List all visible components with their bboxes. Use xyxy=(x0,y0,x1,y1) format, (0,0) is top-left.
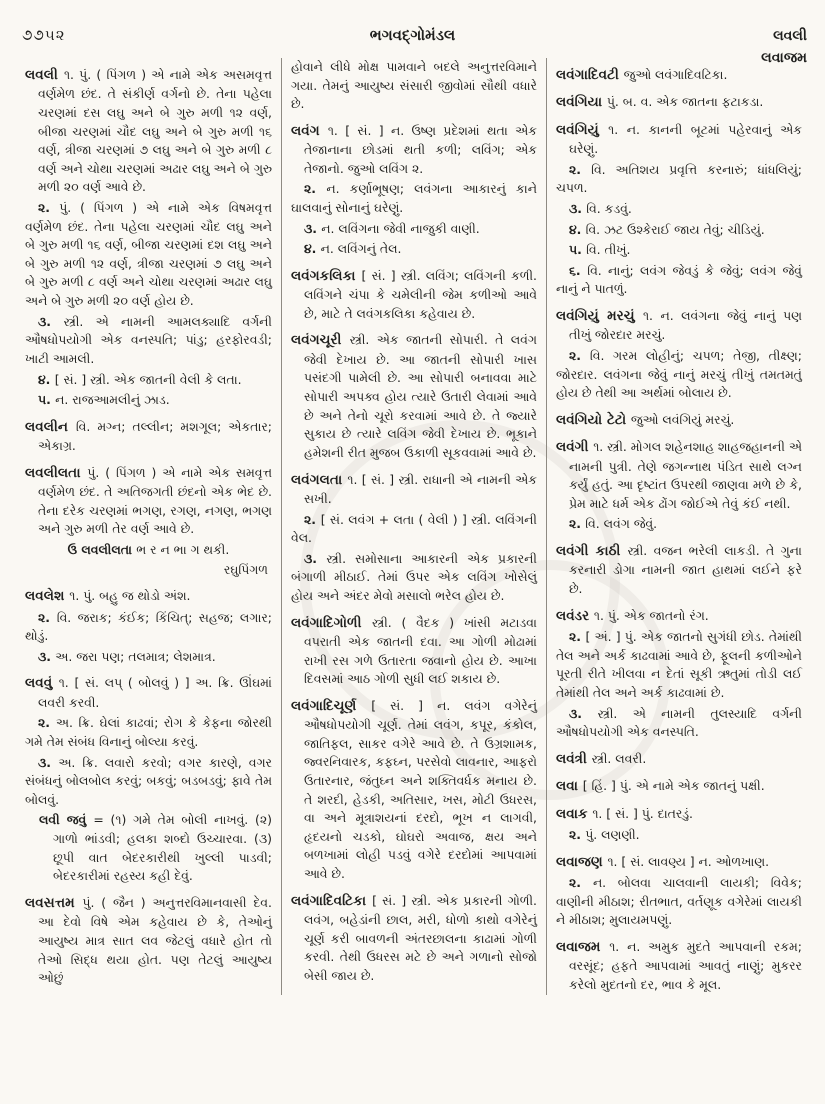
dictionary-entry: લવંગાદિગોળી સ્ત્રી. ( વૈદક ) ખાંસી મટાડવા વપરાતી એક જાતની દવા. આ ગોળી મોઢામાં રાખી રસ ગળે ઉતારતા જવાનો હોય છે. આખા દિવસમાં આઠ ગોળી સુધી લઈ શકાય છે. xyxy=(290,614,537,687)
dictionary-paragraph: ૨. વિ. ગરમ લોહીનું; ચપળ; તેજી, તીક્ષ્ણ; જોરદાર. લવંગના જેવું નાનું મરચું તીખું તમતમતું હોય છે તેથી આ અર્થમાં બોલાય છે. xyxy=(555,348,802,401)
dictionary-paragraph: ૨. ન. કર્ણાભૂષણ; લવંગના આકારનું કાને ઘાલવાનું સોનાનું ઘરેણું. xyxy=(290,181,537,216)
headword: લવંગી કાઠી xyxy=(555,543,628,560)
dictionary-entry: લવલી ૧. પું. ( પિંગળ ) એ નામે એક અસમવૃત્ત વર્ણમેળ છંદ. તે સંકીર્ણ વર્ગનો છે. તેના પહેલા ચરણમાં દસ લઘુ અને બે ગુરુ મળી ૧૨ વર્ણ, બીજા ચરણમાં ચૌદ લઘુ અને બે ગુરુ મળી ૧૬ વર્ણ, ત્રીજા ચરણમાં ૭ લઘુ અને બે ગુરુ મળી ૮ વર્ણ અને ચોથા ચરણમાં અઢાર લઘુ અને બે ગુરુ મળી ૨૦ વર્ણ આવે છે. xyxy=(25,67,272,195)
headword: લવલીન xyxy=(25,418,76,435)
dictionary-paragraph: લવી જવું = (૧) ગમે તેમ બોલી નાખવું. (૨) ગાળો ભાંડવી; હલકા શબ્દો ઉચ્ચારવા. (૩) છૂપી વાત બેદરકારીથી ખુલ્લી પાડવી; બેદરકારીમાં રહસ્ય કહી દેવું. xyxy=(39,812,272,884)
headword: ૨. xyxy=(568,874,593,890)
dictionary-entry: લવંગ ૧. [ સં. ] ન. ઉષ્ણ પ્રદેશમાં થતા એક તેજાનાના છોડમાં થતી કળી; લવિંગ; એક તેજાનો. જુઓ લવિંગ ૨. xyxy=(290,122,537,176)
headword: લવાક xyxy=(555,805,593,822)
text-columns xyxy=(0,52,825,995)
headword: લવંત્રી xyxy=(555,750,592,767)
headword: ૫. xyxy=(38,392,56,408)
dictionary-entry: લવલીન વિ. મગ્ન; તલ્લીન; મશગૂલ; એકતાર; એકાગ્ર. xyxy=(25,418,272,454)
headword: લવંગલતા xyxy=(290,471,348,488)
dictionary-paragraph: ૩. ન. લવિંગના જેવી નાજુકી વાણી. xyxy=(303,220,480,236)
dictionary-entry: લવાજમ ૧. ન. અમુક મુદતે આપવાની રકમ; વરસૂંદ; હફતે આપવામાં આવતું નાણું; મુકરર કરેલો મુદતનો દર, ભાવ કે મૂલ. xyxy=(555,938,802,992)
dictionary-entry: લવંગિયો ટેટો જુઓ લવંગિયું મરચું. xyxy=(555,411,735,428)
headword: લવંગિયા xyxy=(555,94,607,111)
headword: લવંગિયું મરચું xyxy=(555,308,643,325)
page-number: ૭૭૫૨ xyxy=(22,26,66,44)
column-3 xyxy=(546,58,811,995)
dictionary-entry: લવંગાદિવટિકા [ સં. ] સ્ત્રી. એક પ્રકારની ગોળી. લવંગ, બહેડાંની છાલ, મરી, ધોળો કાથો વગેરેનું ચૂર્ણ કરી બાવળની અંતરછાલના કાઢામાં ગોળી કરવી. તેથી ઉધરસ મટે છે અને ગળાનો સોજો બેસી જાય છે. xyxy=(290,892,537,983)
dictionary-entry: લવંગિયા પું. બ. વ. એક જાતના ફટાકડા. xyxy=(555,94,764,111)
headword: ૨. xyxy=(568,161,592,177)
dictionary-paragraph: ૩. વિ. કડવું. xyxy=(568,201,632,216)
headword: લવંગકલિકા xyxy=(290,267,362,284)
headword: લવાજમ xyxy=(555,938,610,955)
dictionary-entry: લવંગી કાઠી સ્ત્રી. વજન ભરેલી લાકડી. તે ગુના કરનારી ડોગા નામની જાત હાથમાં લઈને ફરે છે. xyxy=(555,543,802,597)
dictionary-entry: લવાજણ ૧. [ સં. લાવણ્ય ] ન. ઓળખાણ. xyxy=(555,853,770,870)
dictionary-paragraph: ૨. [ સં. લવંગ + લતા ( વેલી ) ] સ્ત્રી. લવિંગની વેલ. xyxy=(290,511,537,546)
headword: લવંગિયું xyxy=(555,121,609,138)
headword: લવંગાદિવટી xyxy=(555,67,624,83)
dictionary-paragraph: ૫. ન. રાજઆમલીનું ઝાડ. xyxy=(38,392,170,408)
dictionary-paragraph: ૫. વિ. તીખું. xyxy=(568,242,631,258)
dictionary-entry: લવલીલતા પું. ( પિંગળ ) એ નામે એક સમવૃત્ત વર્ણમેળ છંદ. તે અતિજગતી છંદનો એક ભેદ છે. તેના દરેક ચરણમાં ભગણ, રગણ, નગણ, ભગણ અને ગુરુ મળી તેર વર્ણ આવે છે. xyxy=(25,464,272,537)
headword: ૩. xyxy=(568,201,587,216)
dictionary-paragraph: ૨. વિ. જરાક; કંઈક; કિંચિત્; સહજ; લગાર; થોડું. xyxy=(25,609,272,644)
dictionary-paragraph: ૨. વિ. અતિશય પ્રવૃત્તિ કરનારું; ધાંધલિયું; ચપળ. xyxy=(555,161,802,196)
headword: લવંગચૂરી xyxy=(290,332,350,349)
headword: લવંગિયો ટેટો xyxy=(555,411,631,428)
dictionary-paragraph: ૩. સ્ત્રી. એ નામની આમલક્યાદિ વર્ગની ઔષધોપયોગી એક વનસ્પતિ; પાંડુ; હરફોરવડી; ખાટી આમલી. xyxy=(25,313,272,366)
dictionary-entry: લવંગાદિવટી જુઓ લવંગાદિવટિકા. xyxy=(555,67,728,83)
dictionary-paragraph: ૪. વિ. ઝટ ઉશ્કેરાઈ જાય તેવું; ચીડિયું. xyxy=(568,221,765,237)
headword: ૫. xyxy=(568,242,587,258)
headword: લવંગી xyxy=(555,439,594,456)
dictionary-paragraph: ૩. સ્ત્રી. સમોસાના આકારની એક પ્રકારની બંગાળી મીઠાઈ. તેમાં ઉપર એક લવિંગ ખોસેલું હોય અને અંદર મેવો મસાલો ભરેલ હોય છે. xyxy=(290,550,537,603)
dictionary-paragraph: રઘુપિંગળ xyxy=(223,561,268,577)
dictionary-paragraph: ૨. ન. બોલવા ચાલવાની લાયકી; વિવેક; વાણીની મીઠાશ; રીતભાત, વર્તણૂક વગેરેમાં લાયકી ને મીઠાશ; મુલાયમપણું. xyxy=(555,874,802,928)
dictionary-paragraph: ૪. [ સં. ] સ્ત્રી. એક જાતની વેલી કે લતા. xyxy=(38,371,242,387)
dictionary-paragraph: ૨. પું. ( પિંગળ ) એ નામે એક વિષમવૃત્ત વર્ણમેળ છંદ. તેના પહેલા ચરણમાં ચૌદ લઘુ અને બે ગુરુ મળી ૧૬ વર્ણ, બીજા ચરણમાં દશ લઘુ અને બે ગુરુ મળી ૧૨ વર્ણ, ત્રીજા ચરણમાં ૭ લઘુ અને બે ગુરુ મળી ૮ વર્ણ અને ચોથા ચરણમાં અઢાર લઘુ અને બે ગુરુ મળી ૨૦ વર્ણ હોય છે. xyxy=(25,200,272,309)
headword: લવંડર xyxy=(555,607,594,624)
headword: લવસત્તમ xyxy=(25,894,83,911)
dictionary-entry: લવંગિયું ૧. ન. કાનની બૂટમાં પહેરવાનું એક ઘરેણું. xyxy=(555,121,802,157)
dictionary-paragraph: ૩. અ. ક્રિ. લવારો કરવો; વગર કારણે, વગર સંબંધનું બોલબોલ કરવું; બકવું; બડબડવું; ફાવે તેમ બોલવું. xyxy=(25,754,272,807)
headword: ૩. xyxy=(38,313,64,329)
headword: ૨. xyxy=(568,516,586,532)
headword: ૨. xyxy=(303,511,321,527)
headword: ૩. xyxy=(38,648,56,664)
headword: લવલીલતા xyxy=(25,464,88,481)
headword: ૨. xyxy=(38,609,57,625)
headword: લવવું xyxy=(25,675,59,692)
headword: ૨. xyxy=(568,826,586,842)
dictionary-entry: લવંગાદિચૂર્ણ [ સં. ] ન. લવંગ વગેરેનું ઔષધોપયોગી ચૂર્ણ. તેમાં લવંગ, કપૂર, કંકોલ, જાતિફલ, સાકર વગેરે આવે છે. તે ઉગ્રશામક, જ્વરનિવારક, કફઘ્ન, પરસેવો લાવનાર, આફરો ઉતારનાર, જંતુઘ્ન અને શક્તિવર્ધક મનાય છે. તે શરદી, હેડકી, અતિસાર, ખસ, મોટી ઉધરસ, વા અને મૂત્રાશયનાં દરદો, ભૂખ ન લાગવી, હૃદયનો ચડકો, ઘોઘરો અવાજ, ક્ષય અને બળખામાં લોહી પડવું વગેરે દરદોમાં આપવામાં આવે છે. xyxy=(290,697,537,882)
dictionary-entry: લવંત્રી સ્ત્રી. લવરી. xyxy=(555,750,647,767)
headword: લવંગાદિગોળી xyxy=(290,614,373,631)
dictionary-paragraph: ઉ લવલીલતા ભ ર ન ભા ગ થકી. xyxy=(67,541,230,557)
dictionary-paragraph: ૬. વિ. નાનું; લવંગ જેવડું કે જેવું; લવંગ જેવું નાનું ને પાતળું. xyxy=(555,262,802,297)
headword: લવલેશ xyxy=(25,588,70,605)
dictionary-paragraph: ૩. અ. જરા પણ; તલમાત્ર; લેશમાત્ર. xyxy=(38,648,216,664)
dictionary-paragraph: ૨. પું. લણણી. xyxy=(568,826,640,842)
headword: ૨. xyxy=(38,200,60,216)
headword: ઉ લવલીલતા xyxy=(67,541,137,557)
headword: લવા xyxy=(555,778,583,795)
dictionary-entry: લવંગી ૧. સ્ત્રી. મોગલ શહેનશાહ શાહજહાનની એ નામની પુત્રી. તેણે જગન્નાથ પંડિત સાથે લગ્ન કર્યું હતું. આ દૃષ્ટાંત ઉપરથી જાણવા મળે છે કે, પ્રેમ માટે ધર્મ એક ઢોંગ જોઈએ તેવું કંઈ નથી. xyxy=(555,439,802,511)
headword: ૩. xyxy=(568,705,598,721)
headword: ૩. xyxy=(303,220,322,236)
headword: ૩. xyxy=(38,754,59,770)
dictionary-paragraph: ૨. વિ. લવંગ જેવું. xyxy=(568,516,658,532)
dictionary-entry: લવંગકલિકા [ સં. ] સ્ત્રી. લવિંગ; લવિંગની કળી. લવિંગને ચંપા કે ચમેલીની જેમ કળીઓ આવે છે, માટે તે લવંગકલિકા કહેવાય છે. xyxy=(290,267,537,321)
headword: લવંગાદિવટિકા xyxy=(290,892,373,909)
dictionary-paragraph: ૨. [ અં. ] પું. એક જાતનો સુગંધી છોડ. તેમાંથી તેલ અને અર્ક કાઢવામાં આવે છે, ફૂલની કળીઓને પૂરતી રીતે ખીલવા ન દેતાં સૂકી ઋતુમાં તોડી લઈ તેમાંથી તેલ અને અર્ક કાઢવામાં છે. xyxy=(555,629,802,700)
dictionary-paragraph: ૨. અ. ક્રિ. ઘેલાં કાઢવાં; રોગ કે કેફના જોરથી ગમે તેમ સંબંધ વિનાનું બોલ્યા કરવું. xyxy=(25,715,272,750)
column-1 xyxy=(16,58,281,995)
headword: ૨. xyxy=(303,181,327,197)
headword: ૨. xyxy=(568,629,586,645)
guide-word-last: લવાજમ xyxy=(761,49,807,66)
dictionary-entry: લવલેશ ૧. પું. બહુ જ થોડો અંશ. xyxy=(25,588,191,605)
headword: ૨. xyxy=(568,348,590,364)
dictionary-entry: લવા [ હિં. ] પું. એ નામે એક જાતનું પક્ષી. xyxy=(555,778,765,795)
headword: લવંગાદિચૂર્ણ xyxy=(290,697,372,714)
dictionary-entry: લવાક ૧. [ સં. ] પું. દાતરડું. xyxy=(555,805,693,822)
headword: લવાજણ xyxy=(555,853,608,870)
guide-word-first: લવલી xyxy=(773,28,807,44)
headword: ૪. xyxy=(568,221,586,237)
headword: લવલી xyxy=(25,67,64,83)
headword: ૬. xyxy=(568,262,588,278)
dictionary-entry: લવંડર ૧. પું. એક જાતનો રંગ. xyxy=(555,607,709,624)
dictionary-paragraph: ૩. સ્ત્રી. એ નામની તુલસ્યાદિ વર્ગની ઔષધોપયોગી એક વનસ્પતિ. xyxy=(555,705,802,740)
dictionary-paragraph: ૪. ન. લવિંગનું તેલ. xyxy=(303,241,402,257)
headword: લવંગ xyxy=(290,122,328,139)
page-header xyxy=(0,0,825,66)
headword: ૪. xyxy=(303,241,321,257)
dictionary-entry: લવંગચૂરી સ્ત્રી. એક જાતની સોપારી. તે લવંગ જેવી દેખાય છે. આ જાતની સોપારી ખાસ પસંદગી પામેલી છે. આ સોપારી બનાવવા માટે સોપારી અપક્વ હોય ત્યારે ઉતારી લેવામાં આવે છે અને તેનો ચૂરો કરવામાં આવે છે. તે જ્યારે સુકાય છે ત્યારે લવિંગ જેવી દેખાય છે. ભૂકાને હમેશની રીત મુજબ ઉકાળી સૂકવવામાં આવે છે. xyxy=(290,332,537,460)
headword: લવી જવું xyxy=(39,812,94,828)
headword: ૨. xyxy=(38,715,56,731)
dictionary-entry: લવંગલતા ૧. [ સં. ] સ્ત્રી. રાધાની એ નામની એક સખી. xyxy=(290,471,537,506)
dictionary-paragraph: હોવાને લીધે મોક્ષ પામવાને બદલે અનુત્તરવિમાને ગયા. તેમનું આયુષ્ય સંસારી જીવોમાં સૌથી વધારે છે. xyxy=(290,59,537,112)
dictionary-entry: લવસત્તમ પું. ( જૈન ) અનુત્તરવિમાનવાસી દેવ. આ દેવો વિષે એમ કહેવાય છે કે, તેઓનું આયુષ્ય માત્ર સાત લવ જેટલું વધારે હોત તો તેઓ સિદ્ધ થયા હોત. પણ તેટલું આયુષ્ય ઓછું xyxy=(25,894,272,986)
dictionary-entry: લવવું ૧. [ સં. લપ્ ( બોલવું ) ] અ. ક્રિ. ઊંઘમાં લવરી કરવી. xyxy=(25,675,272,710)
dictionary-entry: લવંગિયું મરચું ૧. ન. લવંગના જેવું નાનું પણ તીખું જોરદાર મરચું. xyxy=(555,308,802,343)
book-title: ભગવદ્ગોમંડલ xyxy=(369,26,456,44)
headword: ૩. xyxy=(303,550,327,566)
headword: ૪. xyxy=(38,371,55,387)
column-2 xyxy=(281,58,546,995)
